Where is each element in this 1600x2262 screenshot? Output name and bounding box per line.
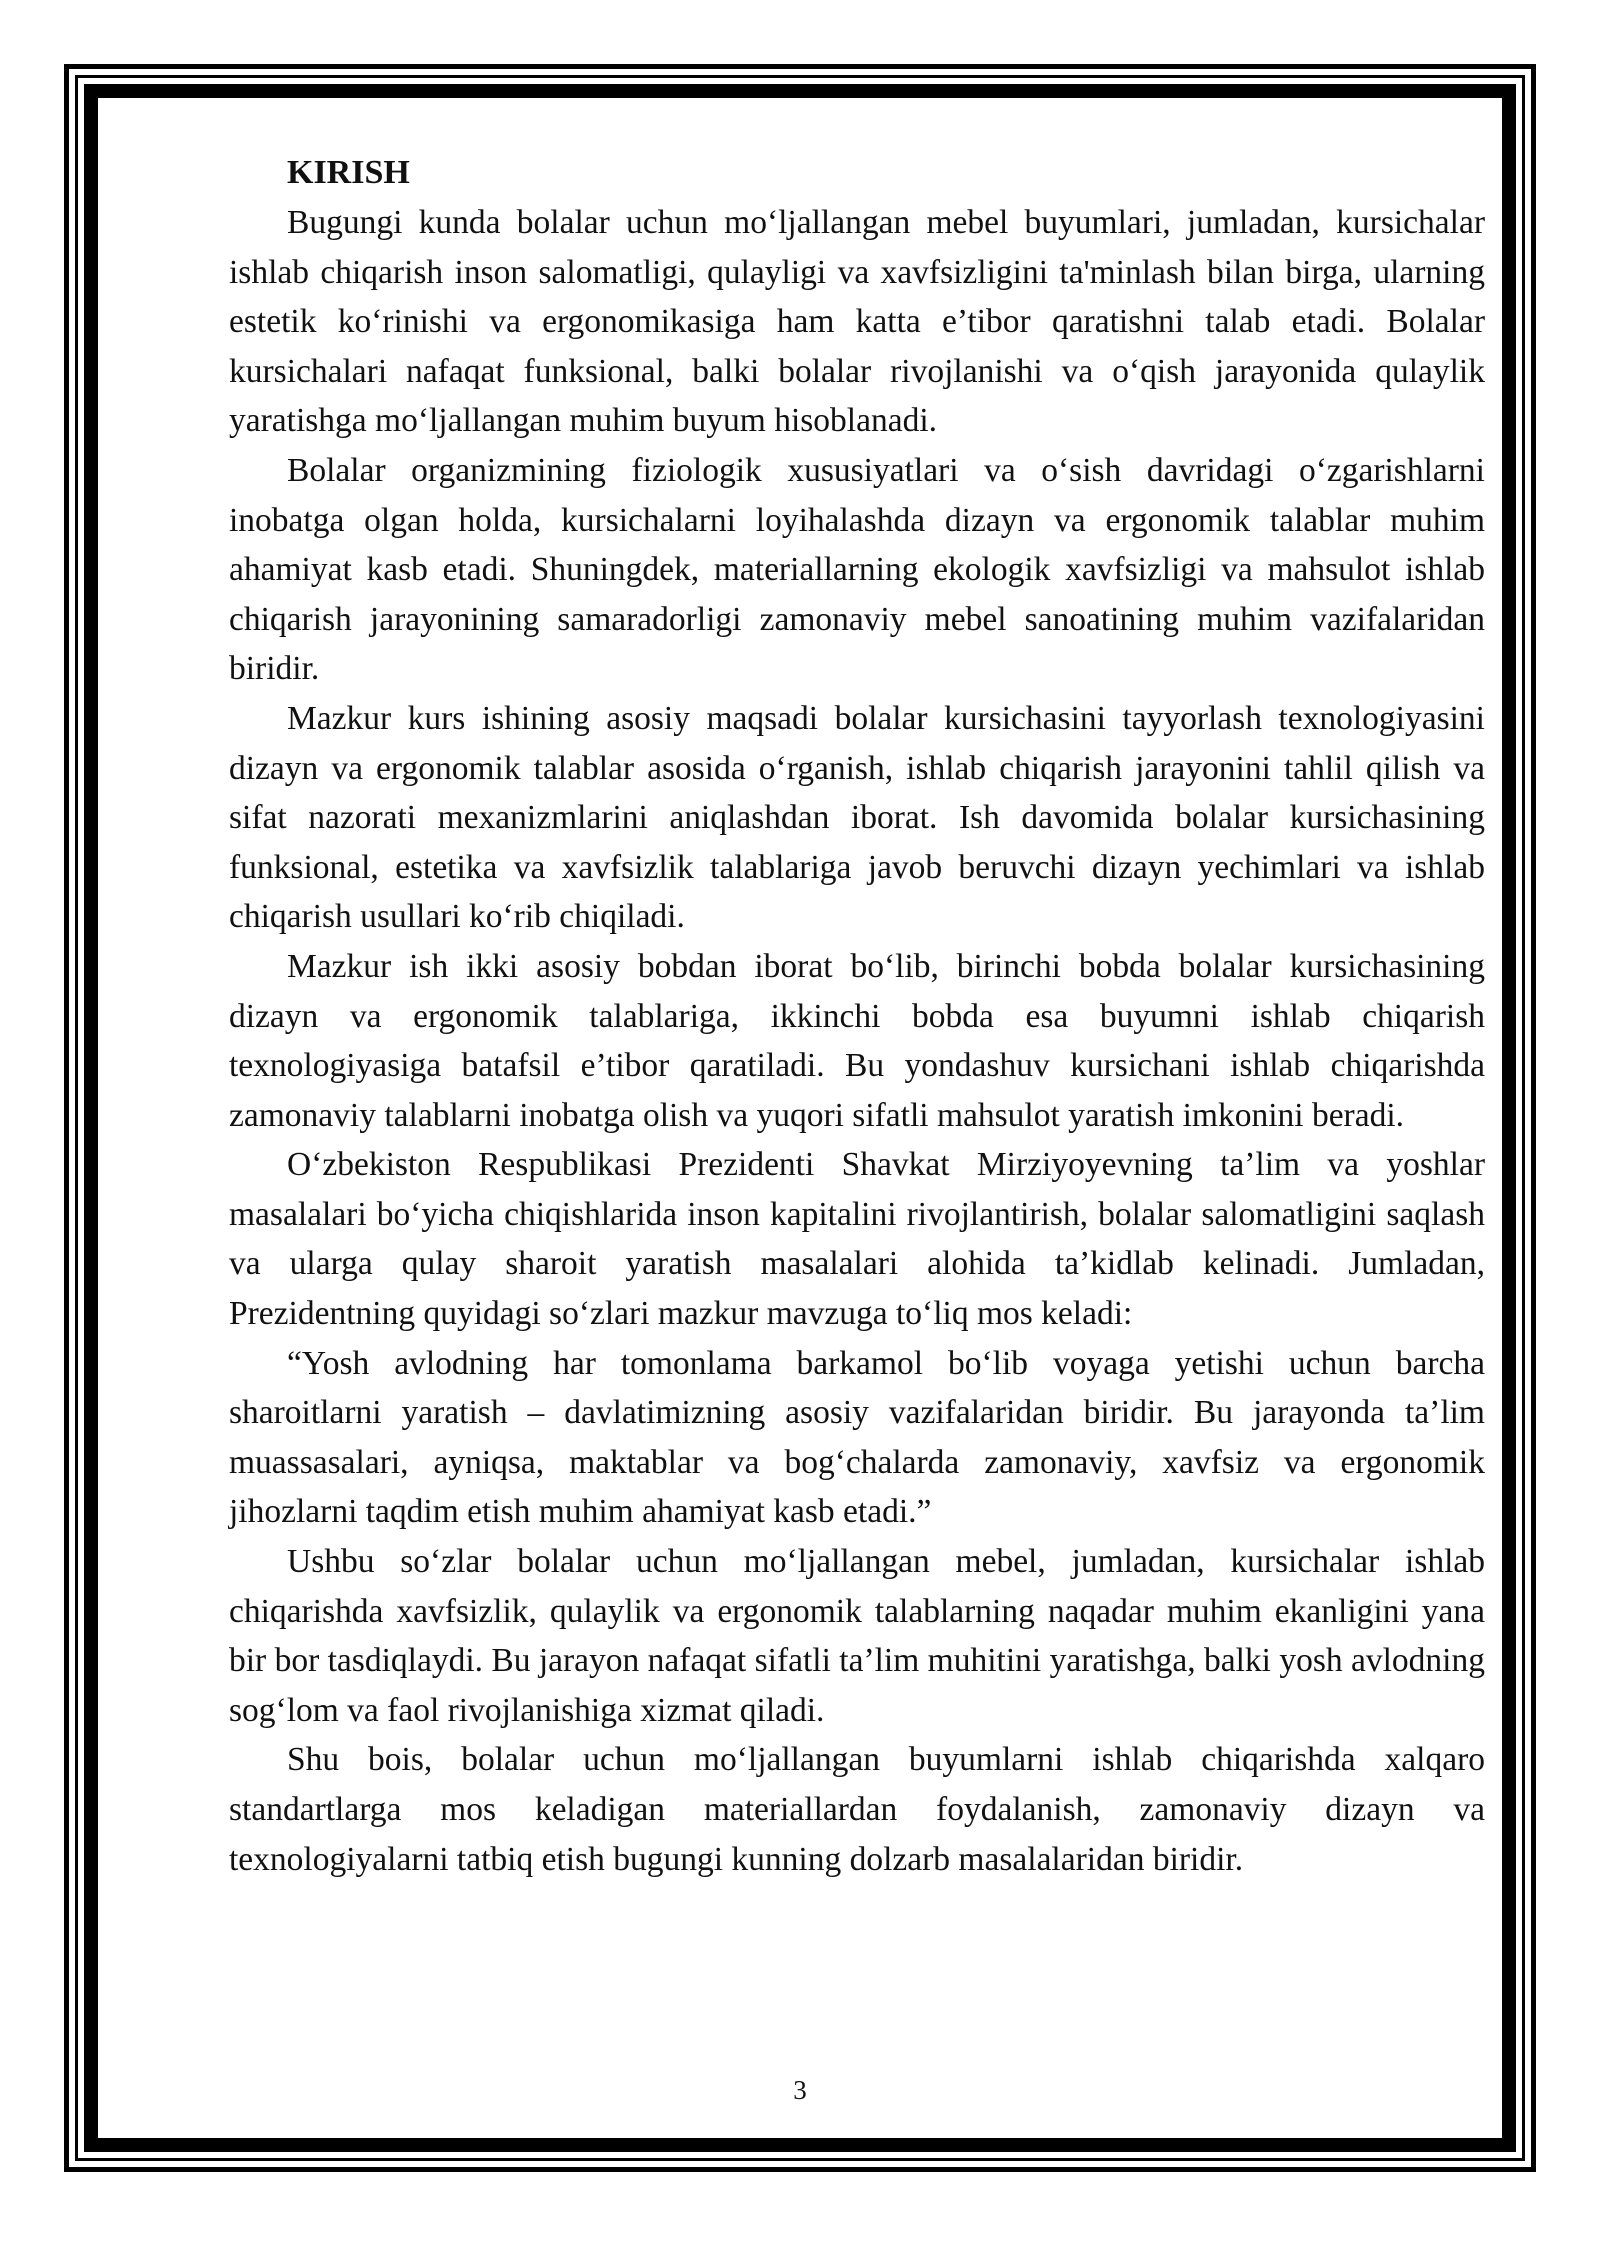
paragraph-2: Bolalar organizmining fiziologik xususiyatlari va o‘sish davridagi o‘zgarishlarni inobatga olgan holda, kursichalarni loyihalashda dizayn va ergonomik talablar muhim ahamiyat kasb etadi. Shuningdek, materiallarning ekologik xavfsizligi va mahsulot ishlab chiqarish jarayonining samaradorligi zamonaviy mebel sanoatining muhim vazifalaridan biridir.	[229, 451, 1485, 688]
paragraph-4: Mazkur ish ikki asosiy bobdan iborat bo‘lib, birinchi bobda bolalar kursichasining dizayn va ergonomik talablariga, ikkinchi bobda esa buyumni ishlab chiqarish texnologiyasiga batafsil e’tibor qaratiladi. Bu yondashuv kursichani ishlab chiqarishda zamonaviy talablarni inobatga olish va yuqori sifatli mahsulot yaratish imkonini beradi.	[229, 947, 1485, 1134]
paragraph-3: Mazkur kurs ishining asosiy maqsadi bolalar kursichasini tayyorlash texnologiyasini dizayn va ergonomik talablar asosida o‘rganish, ishlab chiqarish jarayonini tahlil qilish va sifat nazorati mexanizmlarini aniqlashdan iborat. Ish davomida bolalar kursichasining funksional, estetika va xavfsizlik talablariga javob beruvchi dizayn yechimlari va ishlab chiqarish usullari ko‘rib chiqiladi.	[229, 699, 1485, 936]
section-heading: KIRISH	[287, 154, 410, 191]
page-number: 3	[793, 2075, 807, 2105]
paragraph-8: Shu bois, bolalar uchun mo‘ljallangan buyumlarni ishlab chiqarishda xalqaro standartlarga mos keladigan materiallardan foydalanish, zamonaviy dizayn va texnologiyalarni tatbiq etish bugungi kunning dolzarb masalalaridan biridir.	[229, 1741, 1485, 1878]
paragraph-1: Bugungi kunda bolalar uchun mo‘ljallangan mebel buyumlari, jumladan, kursichalar ishlab chiqarish inson salomatligi, qulayligi va xavfsizligini ta'minlash bilan birga, ularning estetik ko‘rinishi va ergonomikasiga ham katta e’tibor qaratishni talab etadi. Bolalar kursichalari nafaqat funksional, balki bolalar rivojlanishi va o‘qish jarayonida qulaylik yaratishga mo‘ljallangan muhim buyum hisoblanadi.	[229, 204, 1485, 440]
paragraph-5: O‘zbekiston Respublikasi Prezidenti Shavkat Mirziyoyevning ta’lim va yoshlar masalalari bo‘yicha chiqishlarida inson kapitalini rivojlantirish, bolalar salomatligini saqlash va ularga qulay sharoit yaratish masalalari alohida ta’kidlab kelinadi. Jumladan, Prezidentning quyidagi so‘zlari mazkur mavzuga to‘liq mos keladi:	[229, 1146, 1485, 1333]
quote-paragraph: “Yosh avlodning har tomonlama barkamol bo‘lib voyaga yetishi uchun barcha sharoitlarni yaratish – davlatimizning asosiy vazifalaridan biridir. Bu jarayonda ta’lim muassasalari, ayniqsa, maktablar va bog‘chalarda zamonaviy, xavfsiz va ergonomik jihozlarni taqdim etish muhim ahamiyat kasb etadi.”	[229, 1344, 1485, 1531]
document-body	[229, 148, 1485, 1884]
paragraph-7: Ushbu so‘zlar bolalar uchun mo‘ljallangan mebel, jumladan, kursichalar ishlab chiqarishda xavfsizlik, qulaylik va ergonomik talablarning naqadar muhim ekanligini yana bir bor tasdiqlaydi. Bu jarayon nafaqat sifatli ta’lim muhitini yaratishga, balki yosh avlodning sog‘lom va faol rivojlanishiga xizmat qiladi.	[229, 1543, 1485, 1729]
